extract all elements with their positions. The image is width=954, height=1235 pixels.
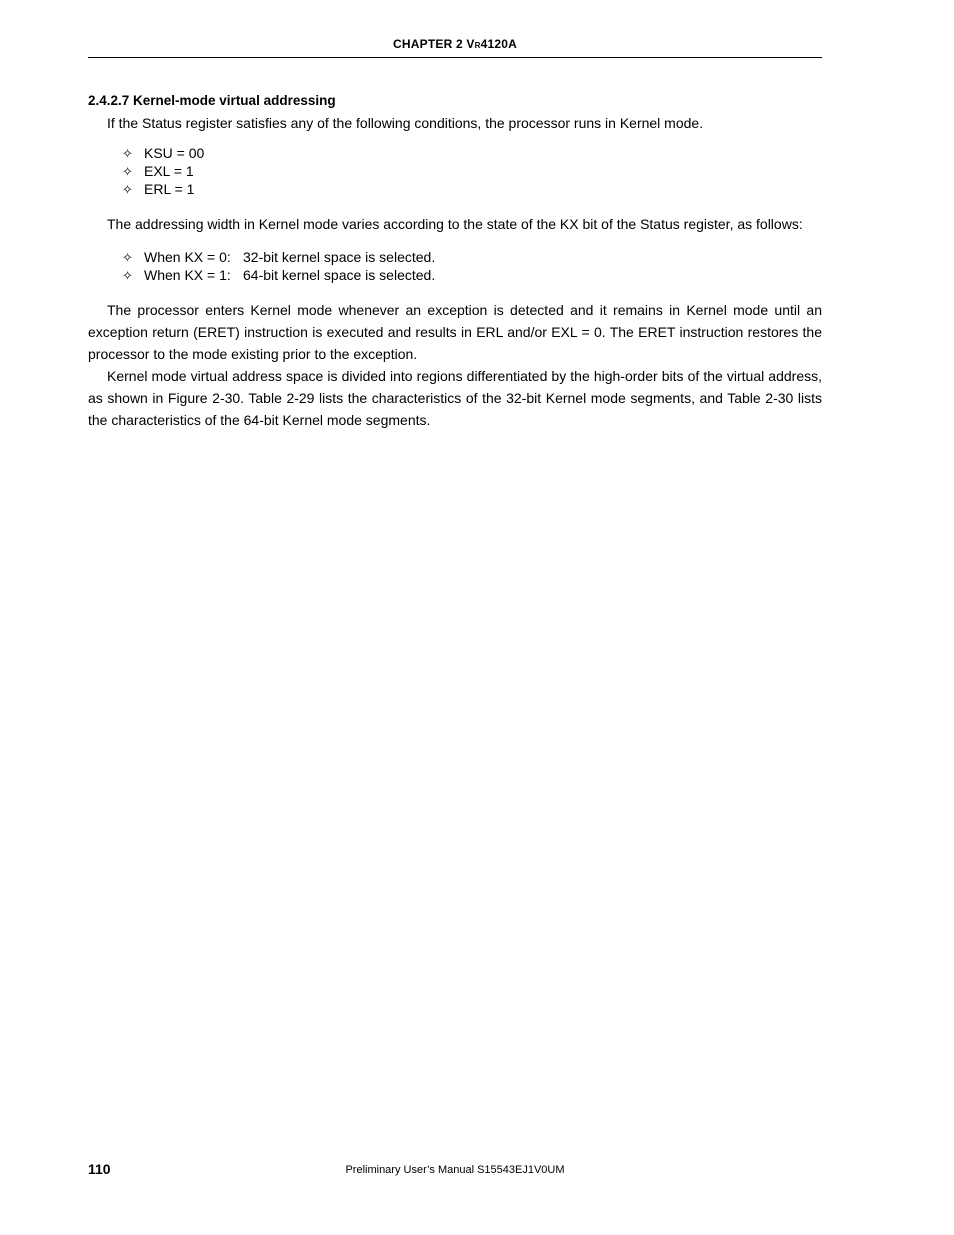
- diamond-bullet-icon: ✧: [122, 251, 133, 266]
- list-item: [122, 249, 822, 267]
- condition-text: ERL = 1: [144, 181, 195, 197]
- exception-paragraph: The processor enters Kernel mode whenever an exception is detected and it remains in Kernel mode until an exception return (ERET) instruction is executed and results in ERL and/or EXL = 0. The ERET instruction restores the processor to the mode existing prior to the exception.: [88, 302, 822, 362]
- diamond-bullet-icon: ✧: [122, 269, 133, 284]
- section-heading: 2.4.2.7 Kernel-mode virtual addressing: [88, 93, 336, 108]
- page-content: [88, 92, 822, 431]
- list-item: [122, 145, 822, 163]
- kx-case-description: 64-bit kernel space is selected.: [243, 267, 436, 283]
- address-space-paragraph: Kernel mode virtual address space is divided into regions differentiated by the high-order bits of the virtual address, as shown in Figure 2-30. Table 2-29 lists the characteristics of the 32-bit Kernel mode segments, and Table 2-30 lists the characteristics of the 64-bit Kernel mode segments.: [88, 368, 822, 428]
- diamond-bullet-icon: ✧: [122, 165, 133, 180]
- chapter-title: CHAPTER 2 V: [393, 37, 475, 51]
- condition-text: KSU = 00: [144, 145, 205, 161]
- diamond-bullet-icon: ✧: [122, 147, 133, 162]
- list-item: [122, 181, 822, 199]
- header-divider: [88, 57, 822, 58]
- list-item: [122, 267, 822, 285]
- kx-case-list: [88, 249, 822, 285]
- kx-case-label: When KX = 0:: [144, 249, 231, 265]
- page-header: [88, 37, 822, 51]
- page-number: 110: [88, 1161, 111, 1177]
- mode-condition-list: [88, 145, 822, 199]
- addressing-width-paragraph: The addressing width in Kernel mode varies according to the state of the KX bit of the Status register, as follows:: [107, 216, 803, 232]
- list-item: [122, 163, 822, 181]
- kx-case-label: When KX = 1:: [144, 267, 231, 283]
- kx-case-description: 32-bit kernel space is selected.: [243, 249, 436, 265]
- diamond-bullet-icon: ✧: [122, 183, 133, 198]
- chip-subscript: R: [474, 41, 481, 50]
- intro-paragraph: If the Status register satisfies any of the following conditions, the processor runs in Kernel mode.: [107, 115, 704, 131]
- footer-manual-title: Preliminary User’s Manual S15543EJ1V0UM: [345, 1164, 565, 1176]
- condition-text: EXL = 1: [144, 163, 194, 179]
- chip-model: 4120A: [480, 37, 517, 51]
